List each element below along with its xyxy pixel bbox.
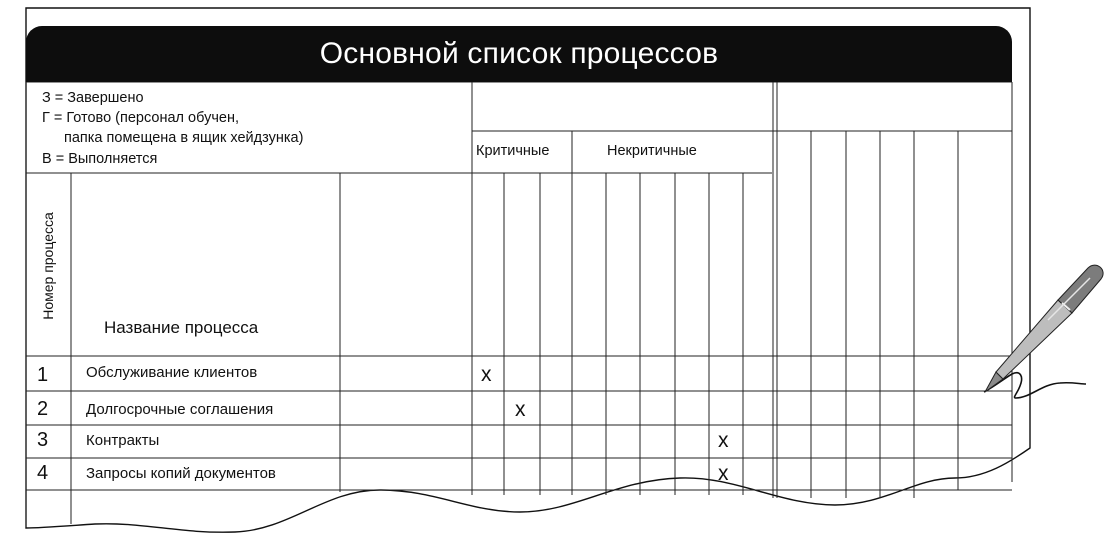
critical-header: Критичные [476, 143, 550, 159]
paper-outline [26, 8, 1030, 532]
row-2-name: Долгосрочные соглашения [86, 401, 274, 418]
row-3-name: Контракты [86, 432, 160, 449]
page-title: Основной список процессов [319, 37, 719, 70]
noncritical-header: Некритичные [607, 143, 697, 159]
legend-in-progress: В = Выполняется [42, 151, 158, 167]
legend-ready-continued: папка помещена в ящик хейдзунка) [64, 130, 304, 146]
title-bar [26, 26, 1012, 82]
row-1-mark: x [481, 363, 492, 386]
legend-completed: З = Завершено [42, 90, 144, 106]
row-3-mark: x [718, 429, 729, 452]
row-2-number: 2 [37, 398, 49, 420]
process-number-header: Номер процесса [40, 212, 56, 320]
row-3-number: 3 [37, 429, 49, 451]
legend-ready: Г = Готово (персонал обучен, [42, 110, 239, 126]
row-1-name: Обслуживание клиентов [86, 364, 258, 381]
process-name-header: Название процесса [104, 318, 259, 337]
row-2-mark: x [515, 398, 526, 421]
row-4-mark: x [718, 462, 729, 485]
row-4-name: Запросы копий документов [86, 465, 276, 482]
row-4-number: 4 [37, 462, 49, 484]
row-1-number: 1 [37, 364, 49, 386]
